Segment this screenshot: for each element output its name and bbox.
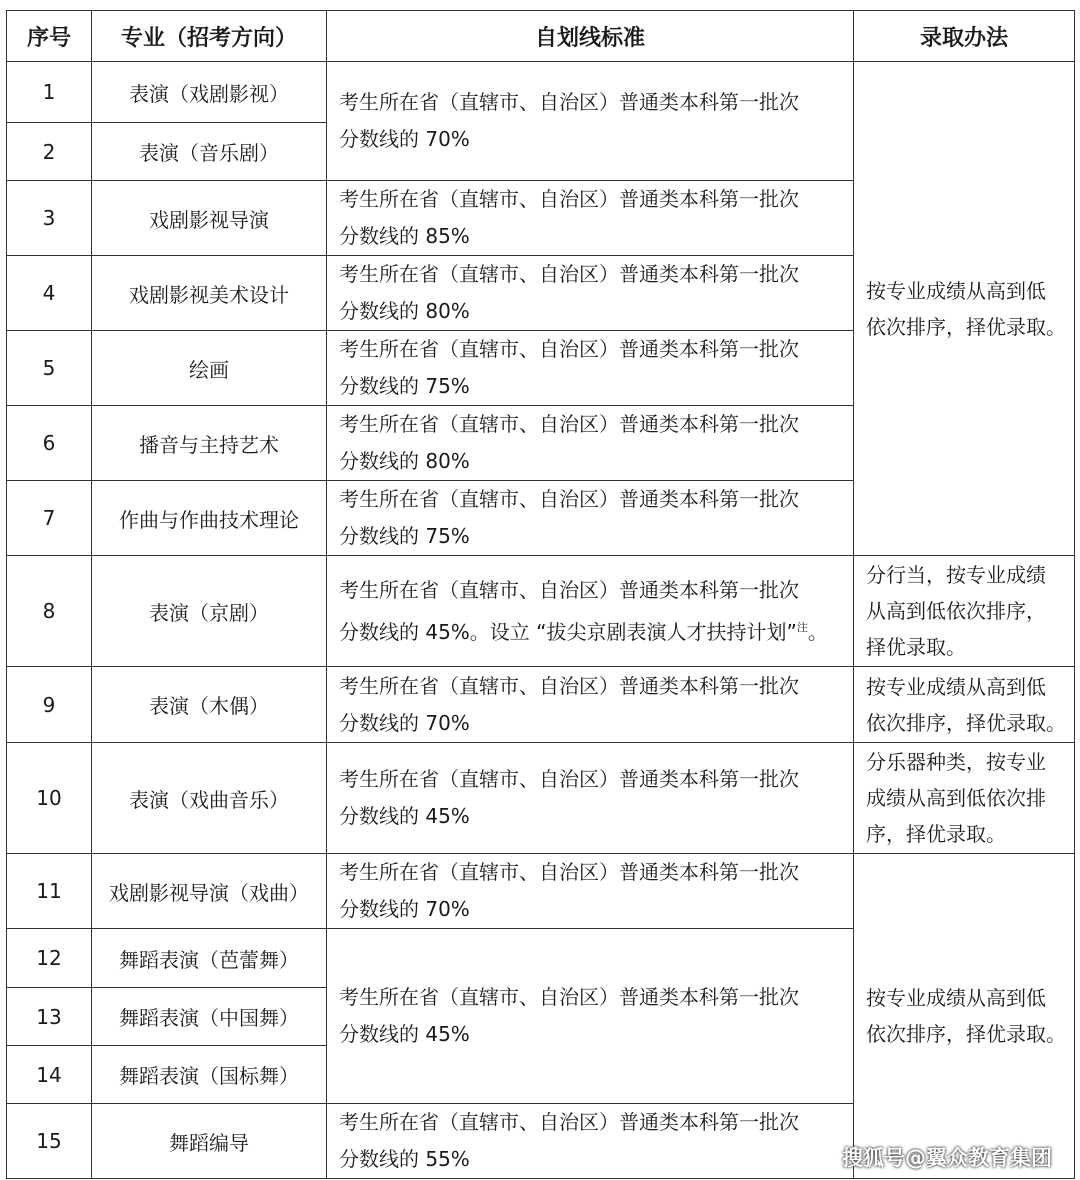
standard-line1: 考生所在省（直辖市、自治区）普通类本科第一批次 <box>339 337 799 361</box>
row-major: 舞蹈表演（国标舞） <box>92 1046 327 1104</box>
row-index: 10 <box>7 743 92 854</box>
standard-line2: 分数线的 45% <box>339 804 470 828</box>
standard-line1: 考生所在省（直辖市、自治区）普通类本科第一批次 <box>339 1110 799 1134</box>
row-major: 舞蹈表演（中国舞） <box>92 988 327 1046</box>
row-major: 舞蹈编导 <box>92 1104 327 1179</box>
standard-line2: 分数线的 80% <box>339 299 470 323</box>
row-major: 表演（戏剧影视） <box>92 62 327 123</box>
row-major: 戏剧影视导演（戏曲） <box>92 854 327 929</box>
header-method: 录取办法 <box>854 11 1075 62</box>
row-standard <box>327 854 854 929</box>
row-major: 作曲与作曲技术理论 <box>92 481 327 556</box>
standard-line1: 考生所在省（直辖市、自治区）普通类本科第一批次 <box>339 767 799 791</box>
row-major: 表演（戏曲音乐） <box>92 743 327 854</box>
method-line1: 分行当，按专业成绩 <box>866 563 1046 587</box>
standard-line1: 考生所在省（直辖市、自治区）普通类本科第一批次 <box>339 487 799 511</box>
standard-line2: 分数线的 75% <box>339 524 470 548</box>
standard-line2: 分数线的 70% <box>339 127 470 151</box>
row-standard <box>327 743 854 854</box>
row-index: 6 <box>7 406 92 481</box>
table-row <box>7 62 1075 123</box>
row-index: 15 <box>7 1104 92 1179</box>
table-row <box>7 556 1075 667</box>
row-standard <box>327 1104 854 1179</box>
standard-line1: 考生所在省（直辖市、自治区）普通类本科第一批次 <box>339 412 799 436</box>
standard-line1: 考生所在省（直辖市、自治区）普通类本科第一批次 <box>339 860 799 884</box>
row-major: 戏剧影视美术设计 <box>92 256 327 331</box>
standard-line1: 考生所在省（直辖市、自治区）普通类本科第一批次 <box>339 577 799 602</box>
method-line1: 分乐器种类，按专业 <box>866 750 1046 774</box>
row-method <box>854 62 1075 556</box>
standard-line1: 考生所在省（直辖市、自治区）普通类本科第一批次 <box>339 90 799 114</box>
method-line1: 按专业成绩从高到低 <box>866 986 1046 1010</box>
standard-line2-end: 。 <box>807 619 828 644</box>
standard-line1: 考生所在省（直辖市、自治区）普通类本科第一批次 <box>339 262 799 286</box>
row-major: 戏剧影视导演 <box>92 181 327 256</box>
row-major: 表演（木偶） <box>92 667 327 743</box>
standard-line1: 考生所在省（直辖市、自治区）普通类本科第一批次 <box>339 673 799 698</box>
row-index: 11 <box>7 854 92 929</box>
footnote-marker: 注 <box>796 620 808 634</box>
standard-line2: 分数线的 45% <box>339 1022 470 1046</box>
row-standard <box>327 556 854 667</box>
row-standard <box>327 929 854 1104</box>
method-line2: 依次排序，择优录取。 <box>866 314 1066 339</box>
row-standard <box>327 331 854 406</box>
method-line2: 成绩从高到低依次排 <box>866 786 1046 810</box>
standard-line2: 分数线的 75% <box>339 374 470 398</box>
row-index: 2 <box>7 123 92 181</box>
row-major: 播音与主持艺术 <box>92 406 327 481</box>
standard-line2: 分数线的 85% <box>339 224 470 248</box>
row-index: 1 <box>7 62 92 123</box>
table-header-row <box>7 11 1075 62</box>
watermark: 搜狐号@翼众教育集团 <box>842 1146 1052 1170</box>
standard-line1: 考生所在省（直辖市、自治区）普通类本科第一批次 <box>339 187 799 211</box>
row-index: 13 <box>7 988 92 1046</box>
standard-line2: 分数线的 70% <box>339 710 470 735</box>
row-index: 8 <box>7 556 92 667</box>
method-line3: 择优录取。 <box>866 635 966 659</box>
row-method <box>854 556 1075 667</box>
row-index: 7 <box>7 481 92 556</box>
admission-table <box>6 10 1075 1179</box>
table-row <box>7 743 1075 854</box>
standard-line2: 分数线的 80% <box>339 449 470 473</box>
row-major: 舞蹈表演（芭蕾舞） <box>92 929 327 988</box>
row-method <box>854 667 1075 743</box>
row-index: 9 <box>7 667 92 743</box>
row-index: 4 <box>7 256 92 331</box>
row-standard <box>327 181 854 256</box>
row-method <box>854 854 1075 1179</box>
row-standard <box>327 667 854 743</box>
row-major: 表演（音乐剧） <box>92 123 327 181</box>
row-standard <box>327 481 854 556</box>
table-row <box>7 667 1075 743</box>
header-major: 专业（招考方向） <box>92 11 327 62</box>
header-index: 序号 <box>7 11 92 62</box>
method-line1: 按专业成绩从高到低 <box>866 674 1046 699</box>
row-standard <box>327 62 854 181</box>
standard-line1: 考生所在省（直辖市、自治区）普通类本科第一批次 <box>339 985 799 1009</box>
row-index: 3 <box>7 181 92 256</box>
method-line1: 按专业成绩从高到低 <box>866 278 1046 303</box>
standard-line2: 分数线的 70% <box>339 897 470 921</box>
method-line3: 序，择优录取。 <box>866 822 1006 846</box>
row-index: 14 <box>7 1046 92 1104</box>
row-major: 表演（京剧） <box>92 556 327 667</box>
standard-line2: 分数线的 45%。设立 “拔尖京剧表演人才扶持计划” <box>339 619 797 644</box>
table-row <box>7 854 1075 929</box>
row-standard <box>327 406 854 481</box>
row-method <box>854 743 1075 854</box>
header-standard: 自划线标准 <box>327 11 854 62</box>
row-major: 绘画 <box>92 331 327 406</box>
method-line2: 依次排序，择优录取。 <box>866 1022 1066 1046</box>
row-index: 12 <box>7 929 92 988</box>
row-standard <box>327 256 854 331</box>
standard-line2: 分数线的 55% <box>339 1147 470 1171</box>
method-line2: 从高到低依次排序， <box>866 599 1046 623</box>
method-line2: 依次排序，择优录取。 <box>866 710 1066 735</box>
row-index: 5 <box>7 331 92 406</box>
